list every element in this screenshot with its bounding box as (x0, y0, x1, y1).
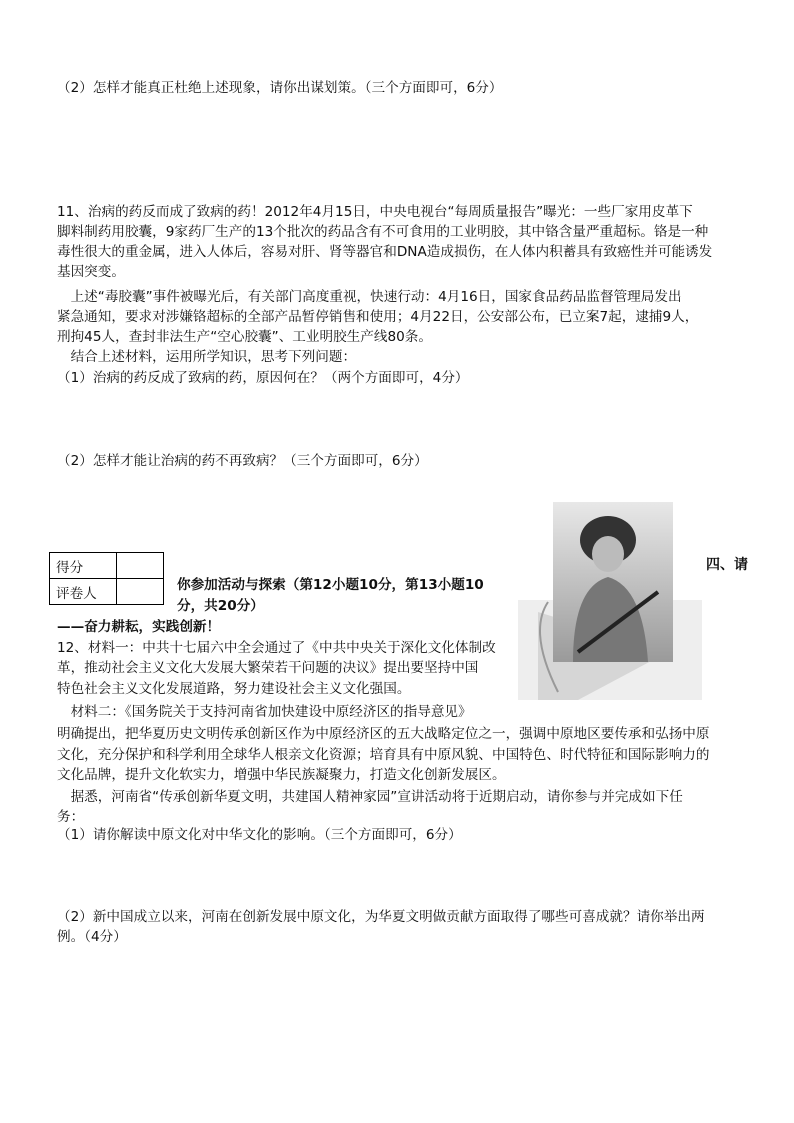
score-label: 得分 (50, 553, 117, 579)
question-12-2-cont: 例。（4分） (57, 929, 127, 945)
section-4-title-cont: 分，共20分） (177, 598, 264, 614)
q12-line: 革，推动社会主义文化大发展大繁荣若干问题的决议》提出要坚持中国 (57, 660, 479, 676)
q12-line: 文化品牌，提升文化软实力，增强中华民族凝聚力，打造文化创新发展区。 (57, 767, 506, 783)
grader-cell (117, 579, 164, 605)
q12-line: 文化，充分保护和科学利用全球华人根亲文化资源；培育具有中原风貌、中国特色、时代特征和国际影响力的 (57, 747, 710, 763)
q11-line: 脚料制药用胶囊，9家药厂生产的13个批次的药品含有不可食用的工业明胶，其中铬含量严重超标。铬是一种 (57, 224, 709, 240)
q12-line: 特色社会主义文化发展道路，努力建设社会主义文化强国。 (57, 681, 411, 697)
q12-line: 材料二：《国务院关于支持河南省加快建设中原经济区的指导意见》 (57, 704, 472, 720)
q12-line: 明确提出，把华夏历史文明传承创新区作为中原经济区的五大战略定位之一，强调中原地区要传承和弘扬中原 (57, 726, 710, 742)
question-11-2: （2）怎样才能让治病的药不再致病？（三个方面即可，6分） (57, 453, 428, 469)
score-cell (117, 553, 164, 579)
q11-line: 上述“毒胶囊”事件被曝光后，有关部门高度重视，快速行动：4月16日，国家食品药品监督管理局发出 (57, 289, 682, 305)
section-4-title: 你参加活动与探索（第12小题10分，第13小题10 (177, 577, 484, 593)
q12-line: 务： (57, 809, 85, 825)
question-12-2: （2）新中国成立以来，河南在创新发展中原文化，为华夏文明做贡献方面取得了哪些可喜成就？请你举出两 (57, 909, 705, 925)
q11-line: 11、治病的药反而成了致病的药！2012年4月15日，中央电视台“每周质量报告”曝光：一些厂家用皮革下 (57, 204, 693, 220)
question-12-1: （1）请你解读中原文化对中华文化的影响。（三个方面即可，6分） (57, 827, 462, 843)
grader-label: 评卷人 (50, 579, 117, 605)
q12-line: 据悉，河南省“传承创新华夏文明，共建国人精神家园”宣讲活动将于近期启动，请你参与并完成如下任 (57, 789, 683, 805)
q11-line: 结合上述材料，运用所学知识，思考下列问题： (57, 349, 357, 365)
soldier-photo (518, 502, 702, 700)
q11-line: 刑拘45人，查封非法生产“空心胶囊”、工业明胶生产线80条。 (57, 329, 432, 345)
q11-line: 毒性很大的重金属，进入人体后，容易对肝、肾等器官和DNA造成损伤，在人体内积蓄具有致癌性并可能诱发 (57, 244, 713, 260)
section-4-subtitle: ——奋力耕耘，实践创新！ (57, 619, 221, 635)
q11-line: 基因突变。 (57, 264, 125, 280)
q12-line: 12、材料一：中共十七届六中全会通过了《中共中央关于深化文化体制改 (57, 640, 496, 656)
q11-line: 紧急通知，要求对涉嫌铬超标的全部产品暂停销售和使用；4月22日，公安部公布，已立案7起，逮捕9人， (57, 309, 699, 325)
question-11-1: （1）治病的药反成了致病的药，原因何在？（两个方面即可，4分） (57, 370, 469, 386)
score-table (49, 552, 164, 605)
section-4-title-right: 四、请 (706, 557, 748, 573)
question-10-2: （2）怎样才能真正杜绝上述现象，请你出谋划策。（三个方面即可，6分） (57, 80, 503, 96)
